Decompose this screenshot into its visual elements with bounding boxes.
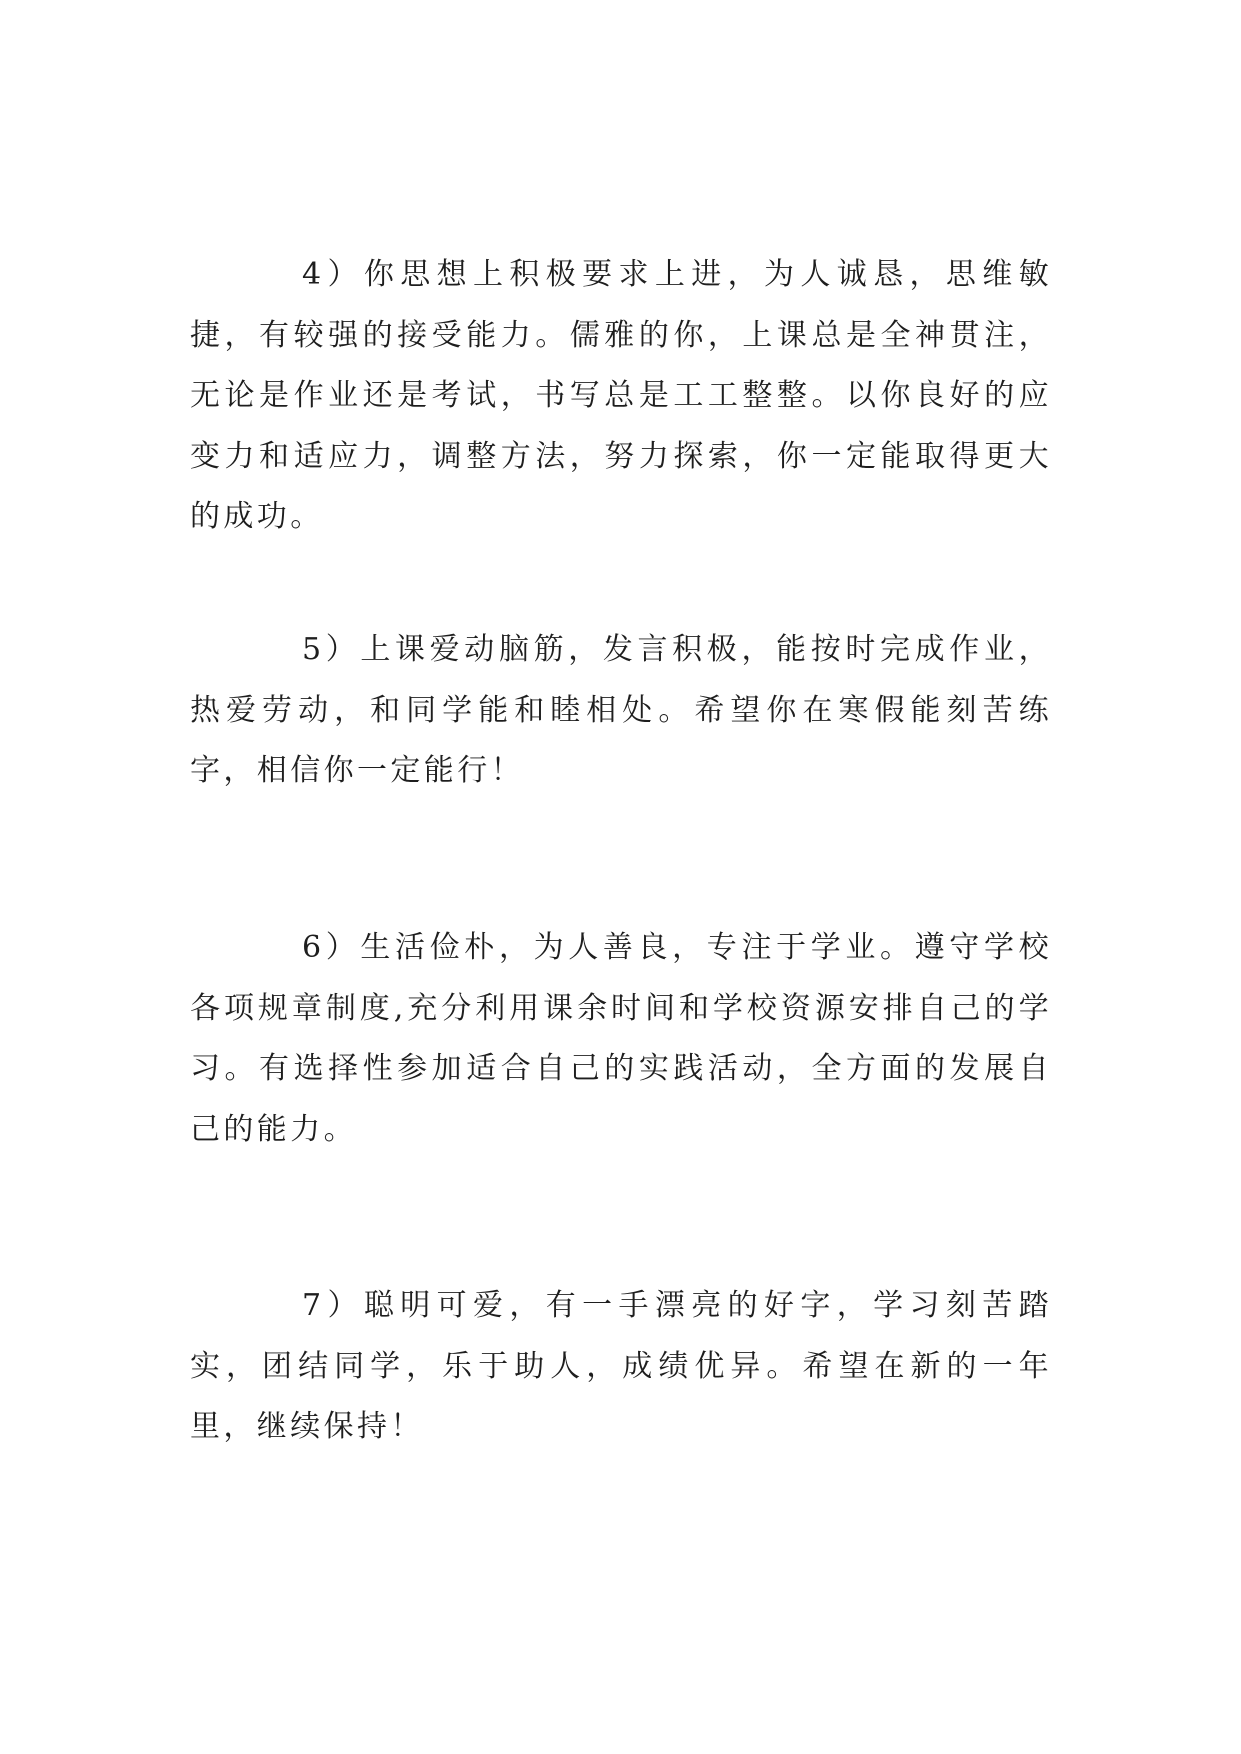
comment-paragraph-7: 7）聪明可爱，有一手漂亮的好字，学习刻苦踏实，团结同学，乐于助人，成绩优异。希望在新的一年里，继续保持！ bbox=[190, 1288, 1052, 1444]
comment-paragraph-4: 4）你思想上积极要求上进，为人诚恳，思维敏捷，有较强的接受能力。儒雅的你，上课总是全神贯注，无论是作业还是考试，书写总是工工整整。以你良好的应变力和适应力，调整方法，努力探索，你一定能取得更大的成功。 bbox=[190, 257, 1052, 534]
comment-paragraph-6: 6）生活俭朴，为人善良，专注于学业。遵守学校各项规章制度,充分利用课余时间和学校资源安排自己的学习。有选择性参加适合自己的实践活动，全方面的发展自己的能力。 bbox=[190, 930, 1052, 1147]
comment-paragraph-5: 5）上课爱动脑筋，发言积极，能按时完成作业，热爱劳动，和同学能和睦相处。希望你在寒假能刻苦练字，相信你一定能行！ bbox=[190, 632, 1052, 788]
